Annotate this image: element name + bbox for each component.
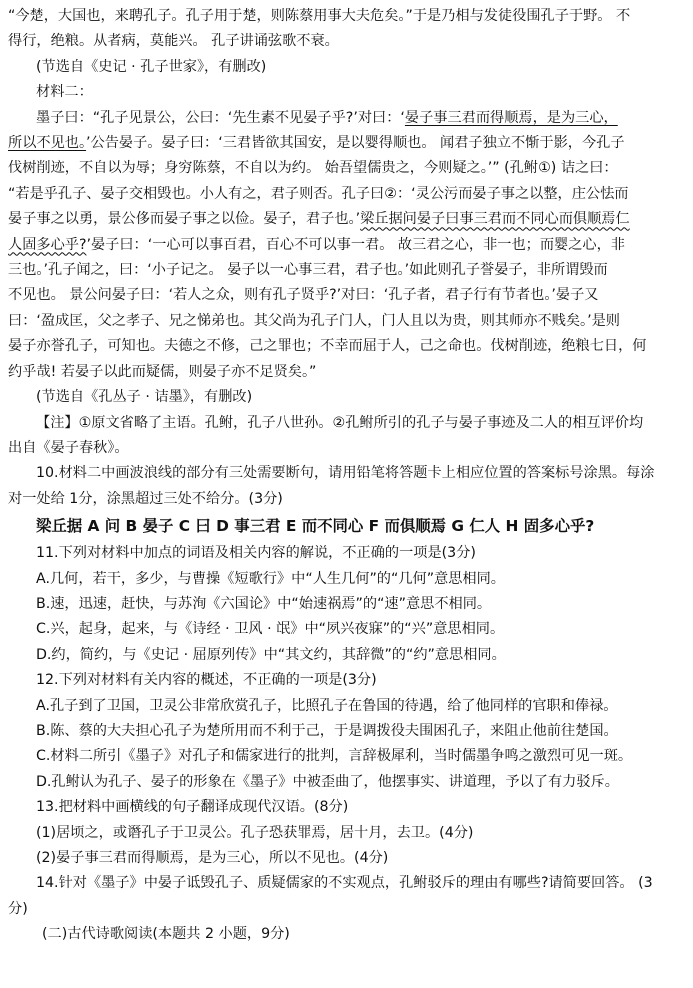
- text-line-6-b: ’公告晏子。晏子曰：‘三君皆欲其国安，是以婴得顺也。 闻君子独立不惭于影，今孔子: [86, 135, 625, 152]
- section-heading-poetry: (二)古代诗歌阅读(本题共 2 小题，9分): [42, 926, 290, 943]
- text-line-10-b: ’晏子曰：‘一心可以事百君，百心不可以事一君。 故三君之心，非一也；而婴之心，非: [86, 236, 625, 253]
- text-line-1: “今楚，大国也，来聘孔子。孔子用于楚，则陈蔡用事大夫危矣。”于是乃相与发徒役围孔子于野。 不: [8, 8, 631, 24]
- question-11-option-a: A.几何，若干，多少，与曹操《短歌行》中“人生几何”的“几何”意思相同。: [36, 570, 505, 587]
- text-line-9: [8, 207, 685, 232]
- text-line-14: 晏子亦誉孔子，可知也。夫德之不修，己之罪也；不幸而屈于人，己之命也。伐树削迹，绝粮七日，何: [8, 338, 647, 355]
- question-11-option-c: C.兴，起身，起来，与《诗经 · 卫风 · 氓》中“夙兴夜寐”的“兴”意思相同。: [36, 621, 505, 638]
- question-12-option-d: D.孔鲋认为孔子、晏子的形象在《墨子》中被歪曲了，他摆事实、讲道理，予以了有力驳斥。: [36, 773, 619, 790]
- question-11-option-d: D.约，简约，与《史记 · 屈原列传》中“其文约，其辞微”的“约”意思相同。: [36, 646, 506, 663]
- question-14: 14.针对《墨子》中晏子诋毁孔子、质疑儒家的不实观点，孔鲋驳斥的理由有哪些?请简要回答。 (3: [36, 875, 653, 892]
- text-line-8: “若是乎孔子、晏子交相毁也。小人有之，君子则否。孔子曰②：‘灵公污而晏子事之以整，庄公怯而: [8, 185, 629, 202]
- text-line-2: 得行，绝粮。从者病，莫能兴。 孔子讲诵弦歌不衰。: [8, 33, 339, 50]
- question-10-cont: 对一处给 1分，涂黑超过三处不给分。(3分): [8, 490, 283, 507]
- text-line-10: [8, 233, 685, 258]
- wavy-underline-part1: 梁丘据问晏子曰事三君而不同心而俱顺焉仁: [360, 211, 630, 228]
- text-line-9-a: 晏子事之以勇，景公侈而晏子事之以俭。晏子，君子也。’: [8, 211, 361, 228]
- text-line-11: 三也。’孔子闻之，曰：‘小子记之。 晏子以一心事三君，君子也。’如此则孔子誉晏子，非所谓毁而: [8, 262, 608, 279]
- text-line-5: [8, 106, 685, 131]
- material-two-heading: 材料二：: [36, 84, 93, 101]
- question-13: 13.把材料中画横线的句子翻译成现代汉语。(8分): [36, 799, 349, 816]
- source-note-2: (节选自《孔丛子 · 诘墨》，有删改): [36, 389, 253, 406]
- text-line-7: 伐树削迹，不自以为辱；身穷陈蔡，不自以为约。 始吾望儒贵之，今则疑之。’” (孔鲋①) 诘之曰：: [8, 160, 618, 177]
- question-14-cont: 分): [8, 900, 28, 917]
- question-12-option-c: C.材料二所引《墨子》对孔子和儒家进行的批判，言辞极犀利，当时儒墨争鸣之激烈可见一斑。: [36, 748, 633, 765]
- question-10: 10.材料二中画波浪线的部分有三处需要断句，请用铅笔将答题卡上相应位置的答案标号涂黑。每涂: [36, 465, 655, 482]
- text-line-13: 曰：‘盈成匡，父之孝子、兄之悌弟也。其父尚为孔子门人，门人且以为贵，则其师亦不贱矣。’是则: [8, 312, 620, 329]
- question-11: 11.下列对材料中加点的词语及相关内容的解说，不正确的一项是(3分): [36, 545, 476, 562]
- question-11-option-b: B.速，迅速，赶快，与苏洵《六国论》中“始速祸焉”的“速”意思不相同。: [36, 595, 492, 612]
- text-line-12: 不见也。 景公问晏子曰：‘若人之众，则有孔子贤乎?’对曰：‘孔子者，君子行有节者也。’晏子又: [8, 287, 599, 304]
- text-line-6: [8, 131, 685, 156]
- question-13-part-2: (2)晏子事三君而得顺焉，是为三心，所以不见也。(4分): [36, 850, 389, 866]
- text-line-5-a: 墨子曰：“孔子见景公，公曰：‘先生素不见晏子乎?’对曰：‘: [36, 109, 405, 126]
- question-12-option-b: B.陈、蔡的大夫担心孔子为楚所用而不利于己，于是调拨役夫围困孔子，来阻止他前往楚国。: [36, 722, 618, 739]
- question-10-options: 梁丘据 A 问 B 晏子 C 曰 D 事三君 E 而不同心 F 而俱顺焉 G 仁人 H 固多心乎?: [36, 517, 595, 536]
- footnote-line-2: 出自《晏子春秋》。: [8, 439, 129, 456]
- text-line-15: 约乎哉! 若晏子以此而疑儒，则晏子亦不足贤矣。”: [8, 363, 317, 380]
- source-note-1: (节选自《史记 · 孔子世家》，有删改): [36, 58, 267, 75]
- question-12: 12.下列对材料有关内容的概述，不正确的一项是(3分): [36, 672, 377, 689]
- underlined-sentence-part1: 晏子事三君而得顺焉，是为三心，: [404, 109, 618, 126]
- question-13-part-1: (1)居顷之，或谮孔子于卫灵公。孔子恐获罪焉，居十月，去卫。(4分): [36, 824, 474, 841]
- footnote-line-1: 【注】①原文省略了主语。孔鲋，孔子八世孙。②孔鲋所引的孔子与晏子事迹及二人的相互评价均: [36, 414, 644, 431]
- question-12-option-a: A.孔子到了卫国，卫灵公非常欣赏孔子，比照孔子在鲁国的待遇，给了他同样的官职和俸禄。: [36, 697, 618, 714]
- underlined-sentence-part2: 所以不见也。: [8, 135, 87, 152]
- wavy-underline-part2: 人固多心乎?: [8, 236, 87, 253]
